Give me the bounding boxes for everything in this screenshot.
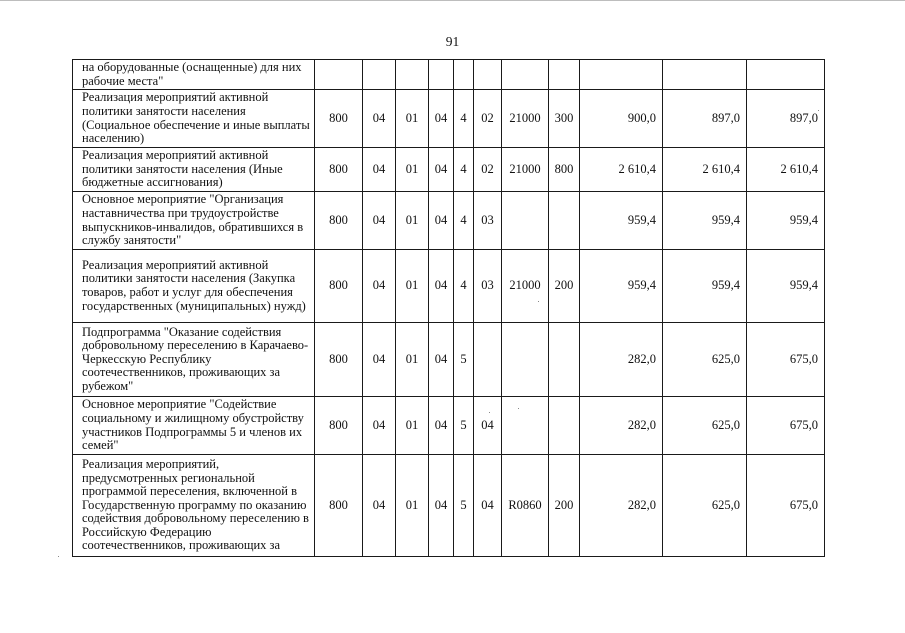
budget-table: [72, 59, 825, 557]
cell-expense-type: 200: [549, 250, 580, 323]
cell-activity: 03: [474, 192, 502, 250]
cell-subsection: 01: [396, 192, 429, 250]
cell-activity: 04: [474, 397, 502, 455]
scan-speck: [489, 412, 490, 413]
cell-expense-type: [549, 397, 580, 455]
cell-amount-year1: 959,4: [580, 192, 663, 250]
cell-amount-year2: 959,4: [663, 250, 747, 323]
cell-program: 04: [429, 455, 454, 557]
cell-section: 04: [363, 250, 396, 323]
cell-section: 04: [363, 90, 396, 148]
cell-amount-year2: 625,0: [663, 455, 747, 557]
cell-grbs: 800: [315, 90, 363, 148]
cell-section: 04: [363, 192, 396, 250]
cell-amount-year3: 675,0: [747, 455, 825, 557]
cell-expense-type: 300: [549, 90, 580, 148]
table-row: [73, 148, 825, 192]
page-number: 91: [445, 34, 460, 49]
cell-grbs: [315, 60, 363, 90]
cell-name: Реализация мероприятий активной политики занятости населения (Социальное обеспечение и иные выплаты населению): [73, 90, 315, 148]
cell-amount-year1: [580, 60, 663, 90]
cell-program: 04: [429, 323, 454, 397]
table-row: [73, 455, 825, 557]
cell-section: 04: [363, 148, 396, 192]
cell-section: 04: [363, 455, 396, 557]
cell-program: 04: [429, 397, 454, 455]
cell-subsection: 01: [396, 90, 429, 148]
cell-amount-year2: 625,0: [663, 323, 747, 397]
cell-expense-type: [549, 192, 580, 250]
cell-activity: 02: [474, 148, 502, 192]
cell-direction: 21000: [502, 148, 549, 192]
cell-subsection: 01: [396, 323, 429, 397]
cell-amount-year1: 959,4: [580, 250, 663, 323]
cell-amount-year3: 959,4: [747, 250, 825, 323]
table-row: [73, 90, 825, 148]
table-row: [73, 192, 825, 250]
cell-direction: [502, 397, 549, 455]
cell-name: Основное мероприятие "Содействие социальному и жилищному обустройству участников Подпрограммы 5 и членов их семей": [73, 397, 315, 455]
cell-amount-year2: 2 610,4: [663, 148, 747, 192]
cell-grbs: 800: [315, 397, 363, 455]
cell-amount-year2: 897,0: [663, 90, 747, 148]
cell-subprogram: 4: [454, 250, 474, 323]
cell-subsection: [396, 60, 429, 90]
table-row: [73, 250, 825, 323]
cell-amount-year1: 282,0: [580, 323, 663, 397]
cell-expense-type: 800: [549, 148, 580, 192]
cell-activity: 02: [474, 90, 502, 148]
cell-amount-year3: 959,4: [747, 192, 825, 250]
table-row: [73, 60, 825, 90]
cell-name: Реализация мероприятий активной политики занятости населения (Закупка товаров, работ и услуг для обеспечения государственных (муниципальных) нужд): [73, 250, 315, 323]
cell-direction: R0860: [502, 455, 549, 557]
cell-subprogram: 5: [454, 455, 474, 557]
cell-amount-year1: 900,0: [580, 90, 663, 148]
cell-subprogram: 5: [454, 323, 474, 397]
table-body: [73, 60, 825, 557]
cell-amount-year1: 282,0: [580, 455, 663, 557]
cell-amount-year3: 675,0: [747, 397, 825, 455]
cell-program: 04: [429, 250, 454, 323]
cell-subsection: 01: [396, 250, 429, 323]
cell-amount-year1: 282,0: [580, 397, 663, 455]
scan-top-edge: [0, 0, 905, 1]
cell-subprogram: 4: [454, 148, 474, 192]
scan-speck: [518, 408, 519, 409]
cell-name: Реализация мероприятий активной политики занятости населения (Иные бюджетные ассигнования): [73, 148, 315, 192]
cell-direction: [502, 192, 549, 250]
cell-direction: [502, 60, 549, 90]
cell-grbs: 800: [315, 323, 363, 397]
cell-grbs: 800: [315, 455, 363, 557]
scan-speck: [538, 301, 539, 302]
cell-activity: [474, 323, 502, 397]
cell-grbs: 800: [315, 192, 363, 250]
cell-program: 04: [429, 90, 454, 148]
cell-expense-type: [549, 60, 580, 90]
cell-section: 04: [363, 323, 396, 397]
table-row: [73, 397, 825, 455]
cell-name: Подпрограмма "Оказание содействия добровольному переселению в Карачаево-Черкесскую Республику соотечественников, проживающих за рубежом": [73, 323, 315, 397]
cell-subprogram: 4: [454, 192, 474, 250]
scan-speck: [58, 556, 59, 557]
cell-activity: 04: [474, 455, 502, 557]
cell-subsection: 01: [396, 455, 429, 557]
cell-amount-year2: [663, 60, 747, 90]
cell-expense-type: [549, 323, 580, 397]
cell-activity: [474, 60, 502, 90]
cell-amount-year1: 2 610,4: [580, 148, 663, 192]
cell-amount-year2: 959,4: [663, 192, 747, 250]
scan-speck: [818, 110, 819, 111]
cell-activity: 03: [474, 250, 502, 323]
cell-amount-year3: 675,0: [747, 323, 825, 397]
cell-amount-year3: 2 610,4: [747, 148, 825, 192]
cell-grbs: 800: [315, 148, 363, 192]
cell-direction: [502, 323, 549, 397]
cell-name: Реализация мероприятий, предусмотренных региональной программой переселения, включенной в Государственную программу по оказанию содействия добровольному переселению в Российскую Федерацию соотечественников, проживающих за: [73, 455, 315, 557]
cell-direction: 21000: [502, 90, 549, 148]
cell-subprogram: [454, 60, 474, 90]
cell-amount-year2: 625,0: [663, 397, 747, 455]
cell-program: 04: [429, 148, 454, 192]
cell-amount-year3: [747, 60, 825, 90]
cell-name: Основное мероприятие "Организация наставничества при трудоустройстве выпускников-инвалидов, обратившихся в службу занятости": [73, 192, 315, 250]
cell-subprogram: 4: [454, 90, 474, 148]
cell-name: на оборудованные (оснащенные) для них рабочие места": [73, 60, 315, 90]
cell-direction: 21000: [502, 250, 549, 323]
cell-program: 04: [429, 192, 454, 250]
cell-program: [429, 60, 454, 90]
cell-subsection: 01: [396, 397, 429, 455]
table-row: [73, 323, 825, 397]
cell-expense-type: 200: [549, 455, 580, 557]
cell-amount-year3: 897,0: [747, 90, 825, 148]
cell-section: 04: [363, 397, 396, 455]
cell-grbs: 800: [315, 250, 363, 323]
cell-subsection: 01: [396, 148, 429, 192]
cell-subprogram: 5: [454, 397, 474, 455]
cell-section: [363, 60, 396, 90]
